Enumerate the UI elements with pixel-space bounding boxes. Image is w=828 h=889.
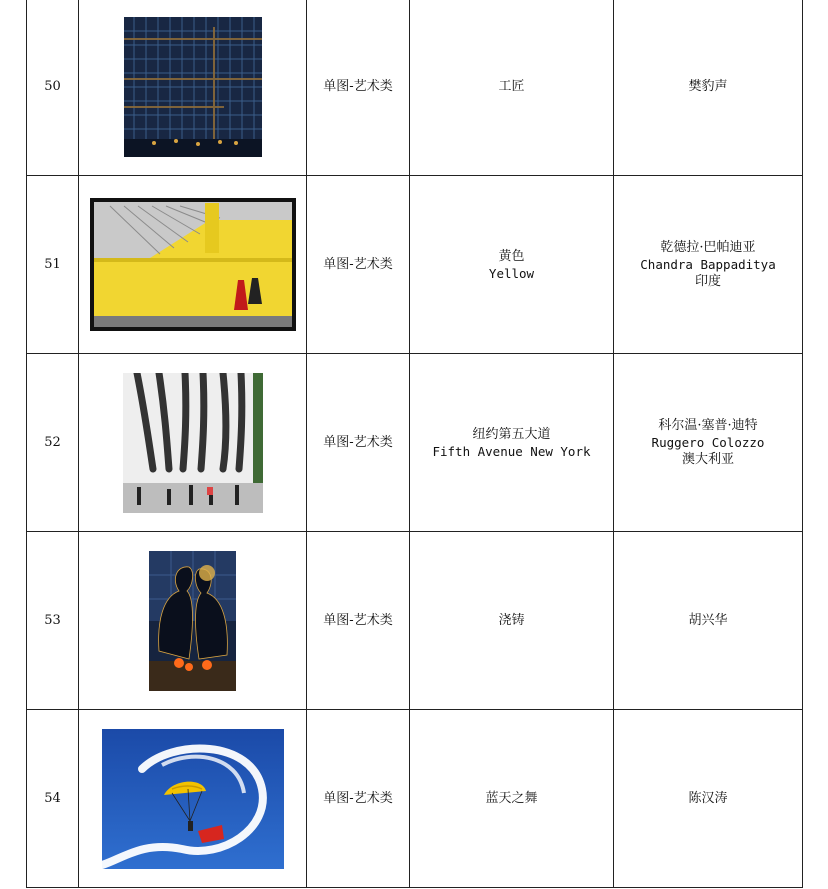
scaffolding-building-photo-icon: [124, 17, 262, 157]
title-line: Fifth Avenue New York: [432, 443, 591, 459]
photo-cell: [79, 0, 307, 176]
yellow-house-dresses-photo-icon: [90, 198, 296, 331]
author-cell: [614, 354, 803, 532]
photo-cell: [79, 176, 307, 354]
author-cell: [614, 710, 803, 888]
photo-cell: [79, 354, 307, 532]
row-number: 52: [27, 354, 79, 532]
title-cell: [410, 532, 614, 710]
billboard-legs-street-photo-icon: [123, 373, 263, 513]
table-row: [27, 532, 803, 710]
author-line: 印度: [694, 274, 721, 289]
title-line: Yellow: [488, 265, 535, 281]
author-line: Chandra Bappaditya: [640, 257, 776, 272]
title-cell: [410, 710, 614, 888]
table-row: [27, 0, 803, 176]
skydiver-smoke-trail-photo-icon: [102, 729, 284, 869]
title-line: 浇铸: [498, 613, 525, 628]
author-line: 澳大利亚: [681, 452, 734, 467]
author-cell: [614, 176, 803, 354]
category-cell: 单图-艺术类: [307, 354, 410, 532]
category-cell: 单图-艺术类: [307, 532, 410, 710]
row-number: 51: [27, 176, 79, 354]
author-line: 科尔温·塞普·迪特: [658, 418, 758, 433]
title-line: 工匠: [498, 79, 525, 94]
category-cell: 单图-艺术类: [307, 0, 410, 176]
author-line: 陈汉涛: [688, 791, 728, 806]
category-cell: 单图-艺术类: [307, 176, 410, 354]
author-line: 胡兴华: [688, 613, 728, 628]
row-number: 50: [27, 0, 79, 176]
row-number: 54: [27, 710, 79, 888]
title-line: 黄色: [498, 248, 525, 264]
award-table: [26, 0, 803, 888]
table-row: [27, 710, 803, 888]
author-cell: [614, 532, 803, 710]
title-line: 纽约第五大道: [472, 426, 551, 442]
title-line: 蓝天之舞: [485, 791, 538, 806]
author-line: Ruggero Colozzo: [651, 435, 765, 450]
worker-silhouettes-casting-photo-icon: [149, 551, 236, 691]
author-line: 乾德拉·巴帕迪亚: [660, 240, 756, 255]
title-cell: [410, 0, 614, 176]
title-cell: [410, 176, 614, 354]
category-cell: 单图-艺术类: [307, 710, 410, 888]
photo-cell: [79, 532, 307, 710]
title-cell: [410, 354, 614, 532]
photo-cell: [79, 710, 307, 888]
author-cell: [614, 0, 803, 176]
table-row: [27, 176, 803, 354]
table-row: [27, 354, 803, 532]
row-number: 53: [27, 532, 79, 710]
author-line: 樊豹声: [688, 79, 728, 94]
